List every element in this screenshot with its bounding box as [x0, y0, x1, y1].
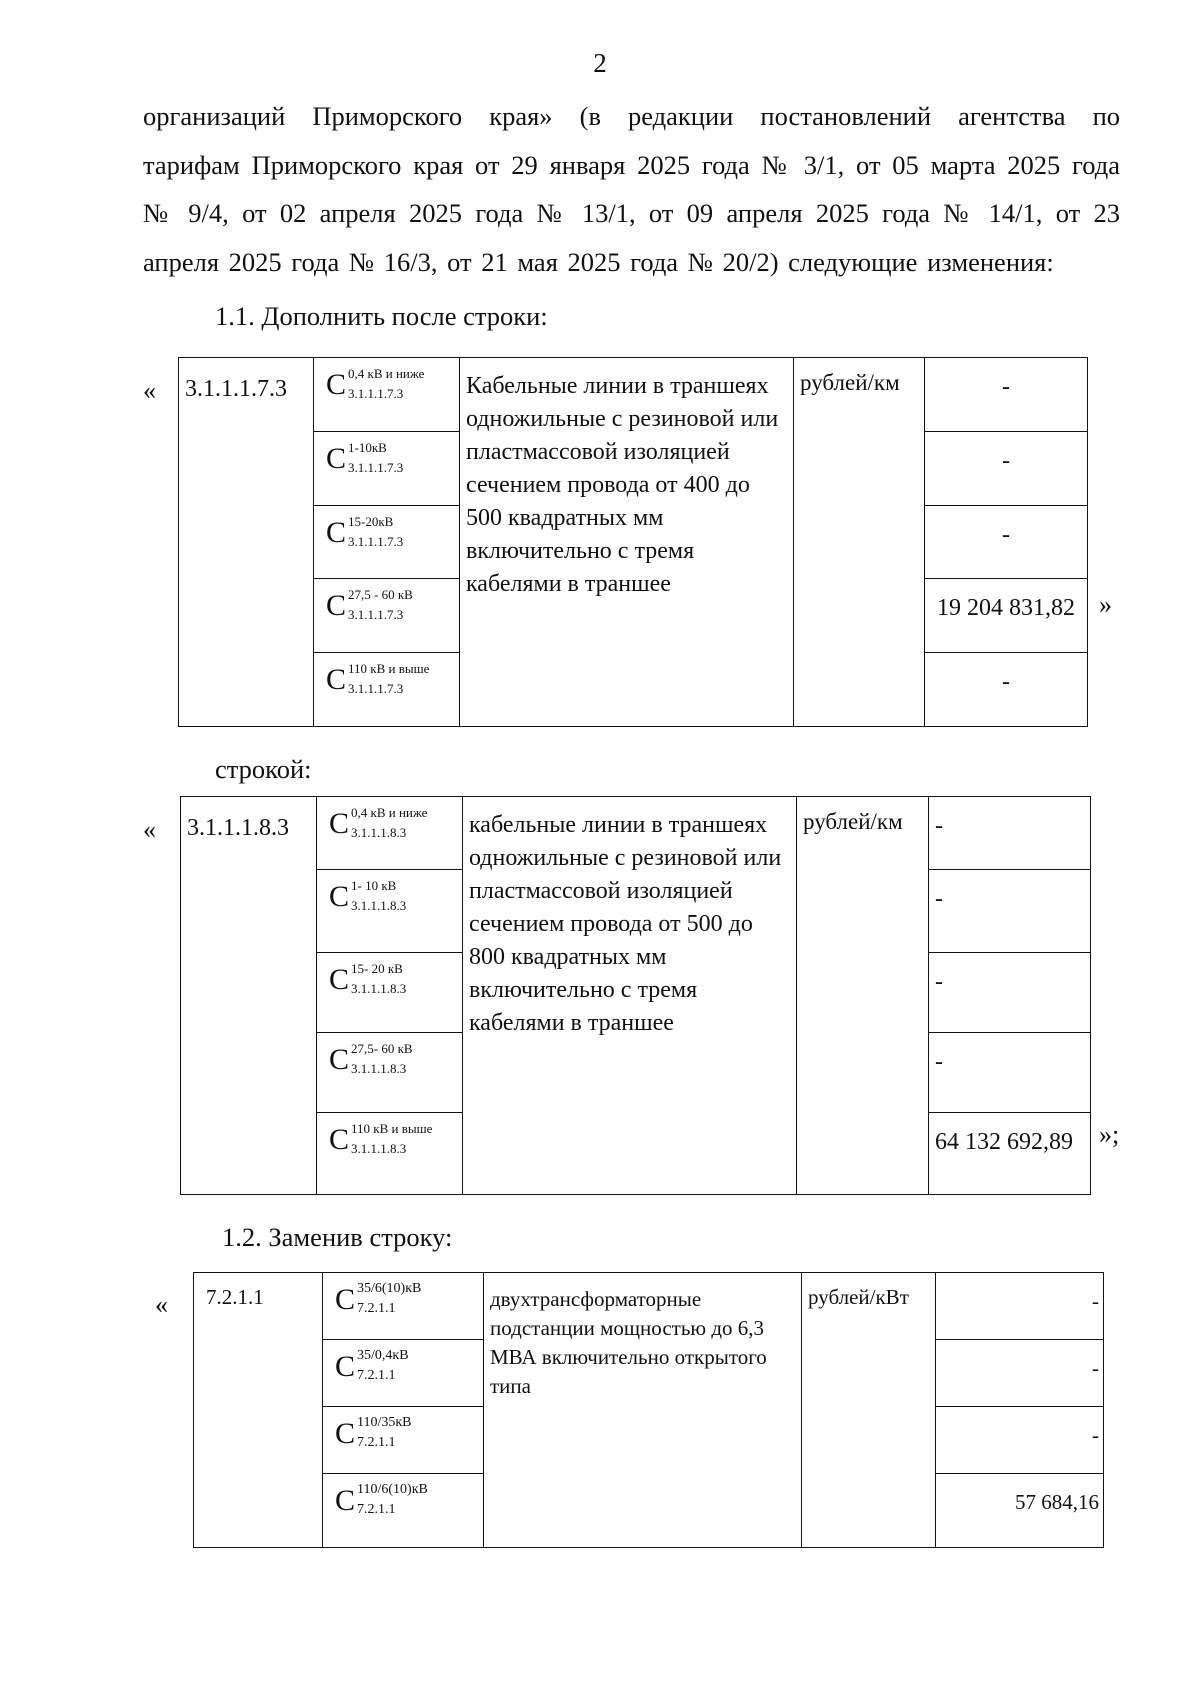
tariff-value: -: [936, 1407, 1104, 1474]
open-quote: «: [143, 376, 156, 405]
tariff-value: -: [925, 653, 1088, 727]
tariff-value: -: [925, 431, 1088, 505]
tariff-value: -: [929, 870, 1091, 953]
intro-line: организаций Приморского края» (в редакции постановлений агентства по: [143, 101, 1120, 131]
intro-line: № 9/4, от 02 апреля 2025 года № 13/1, от 09 апреля 2025 года № 14/1, от 23: [143, 198, 1120, 228]
stroke-label: строкой:: [215, 754, 312, 784]
tariff-value: 57 684,16: [936, 1474, 1104, 1548]
table-2: [180, 796, 1091, 1195]
tariff-symbol-cell: C 15-20кВ 3.1.1.1.7.3: [314, 505, 460, 579]
tariff-symbol-cell: C 110/6(10)кВ 7.2.1.1: [323, 1474, 484, 1548]
table-row-code: 7.2.1.1: [194, 1273, 323, 1548]
tariff-value: 19 204 831,82: [925, 579, 1088, 653]
tariff-value: -: [925, 505, 1088, 579]
table-row-description: кабельные линии в траншеях одножильные с резиновой или пластмассовой изоляцией сечением провода от 500 до 800 квадратных мм включительно с тремя кабелями в траншее: [463, 797, 797, 1195]
table-3: [193, 1272, 1104, 1548]
tariff-symbol-cell: C 15- 20 кВ 3.1.1.1.8.3: [317, 953, 463, 1033]
table-row-description: двухтрансформаторные подстанции мощностью до 6,3 МВА включительно открытого типа: [484, 1273, 802, 1548]
open-quote: «: [155, 1290, 168, 1319]
table-1: [178, 357, 1088, 727]
tariff-symbol-cell: C 35/6(10)кВ 7.2.1.1: [323, 1273, 484, 1340]
section-1-1-heading: 1.1. Дополнить после строки:: [215, 301, 548, 331]
open-quote: «: [143, 815, 156, 844]
tariff-value: -: [936, 1273, 1104, 1340]
tariff-value: -: [936, 1340, 1104, 1407]
tariff-value: -: [925, 358, 1088, 432]
tariff-symbol-cell: C 1-10кВ 3.1.1.1.7.3: [314, 431, 460, 505]
tariff-value: 64 132 692,89: [929, 1113, 1091, 1195]
intro-paragraph: [143, 92, 1120, 286]
tariff-symbol-cell: C 110/35кВ 7.2.1.1: [323, 1407, 484, 1474]
intro-line: апреля 2025 года № 16/3, от 21 мая 2025 года № 20/2) следующие изменения:: [143, 246, 1054, 277]
section-1-2-heading: 1.2. Заменив строку:: [222, 1222, 453, 1252]
table-row-description: Кабельные линии в траншеях одножильные с резиновой или пластмассовой изоляцией сечением провода от 400 до 500 квадратных мм включительно с тремя кабелями в траншее: [460, 358, 794, 727]
tariff-value: -: [929, 953, 1091, 1033]
tariff-symbol-cell: C 27,5 - 60 кВ 3.1.1.1.7.3: [314, 579, 460, 653]
tariff-symbol-cell: C 0,4 кВ и ниже 3.1.1.1.8.3: [317, 797, 463, 870]
table-row-unit: рублей/км: [797, 797, 929, 1195]
tariff-symbol-cell: C 110 кВ и выше 3.1.1.1.8.3: [317, 1113, 463, 1195]
page-number: 2: [593, 48, 607, 78]
intro-line: тарифам Приморского края от 29 января 2025 года № 3/1, от 05 марта 2025 года: [143, 149, 1120, 180]
tariff-symbol-cell: C 35/0,4кВ 7.2.1.1: [323, 1340, 484, 1407]
tariff-symbol-cell: C 0,4 кВ и ниже 3.1.1.1.7.3: [314, 358, 460, 432]
table-row-unit: рублей/км: [794, 358, 925, 727]
tariff-symbol-cell: C 1- 10 кВ 3.1.1.1.8.3: [317, 870, 463, 953]
tariff-value: -: [929, 1033, 1091, 1113]
close-quote: »: [1099, 590, 1112, 619]
tariff-symbol-cell: C 27,5- 60 кВ 3.1.1.1.8.3: [317, 1033, 463, 1113]
table-row-code: 3.1.1.1.7.3: [179, 358, 314, 727]
table-row-code: 3.1.1.1.8.3: [181, 797, 317, 1195]
tariff-value: -: [929, 797, 1091, 870]
close-quote: »;: [1099, 1120, 1120, 1149]
tariff-symbol-cell: C 110 кВ и выше 3.1.1.1.7.3: [314, 653, 460, 727]
table-row-unit: рублей/кВт: [802, 1273, 936, 1548]
